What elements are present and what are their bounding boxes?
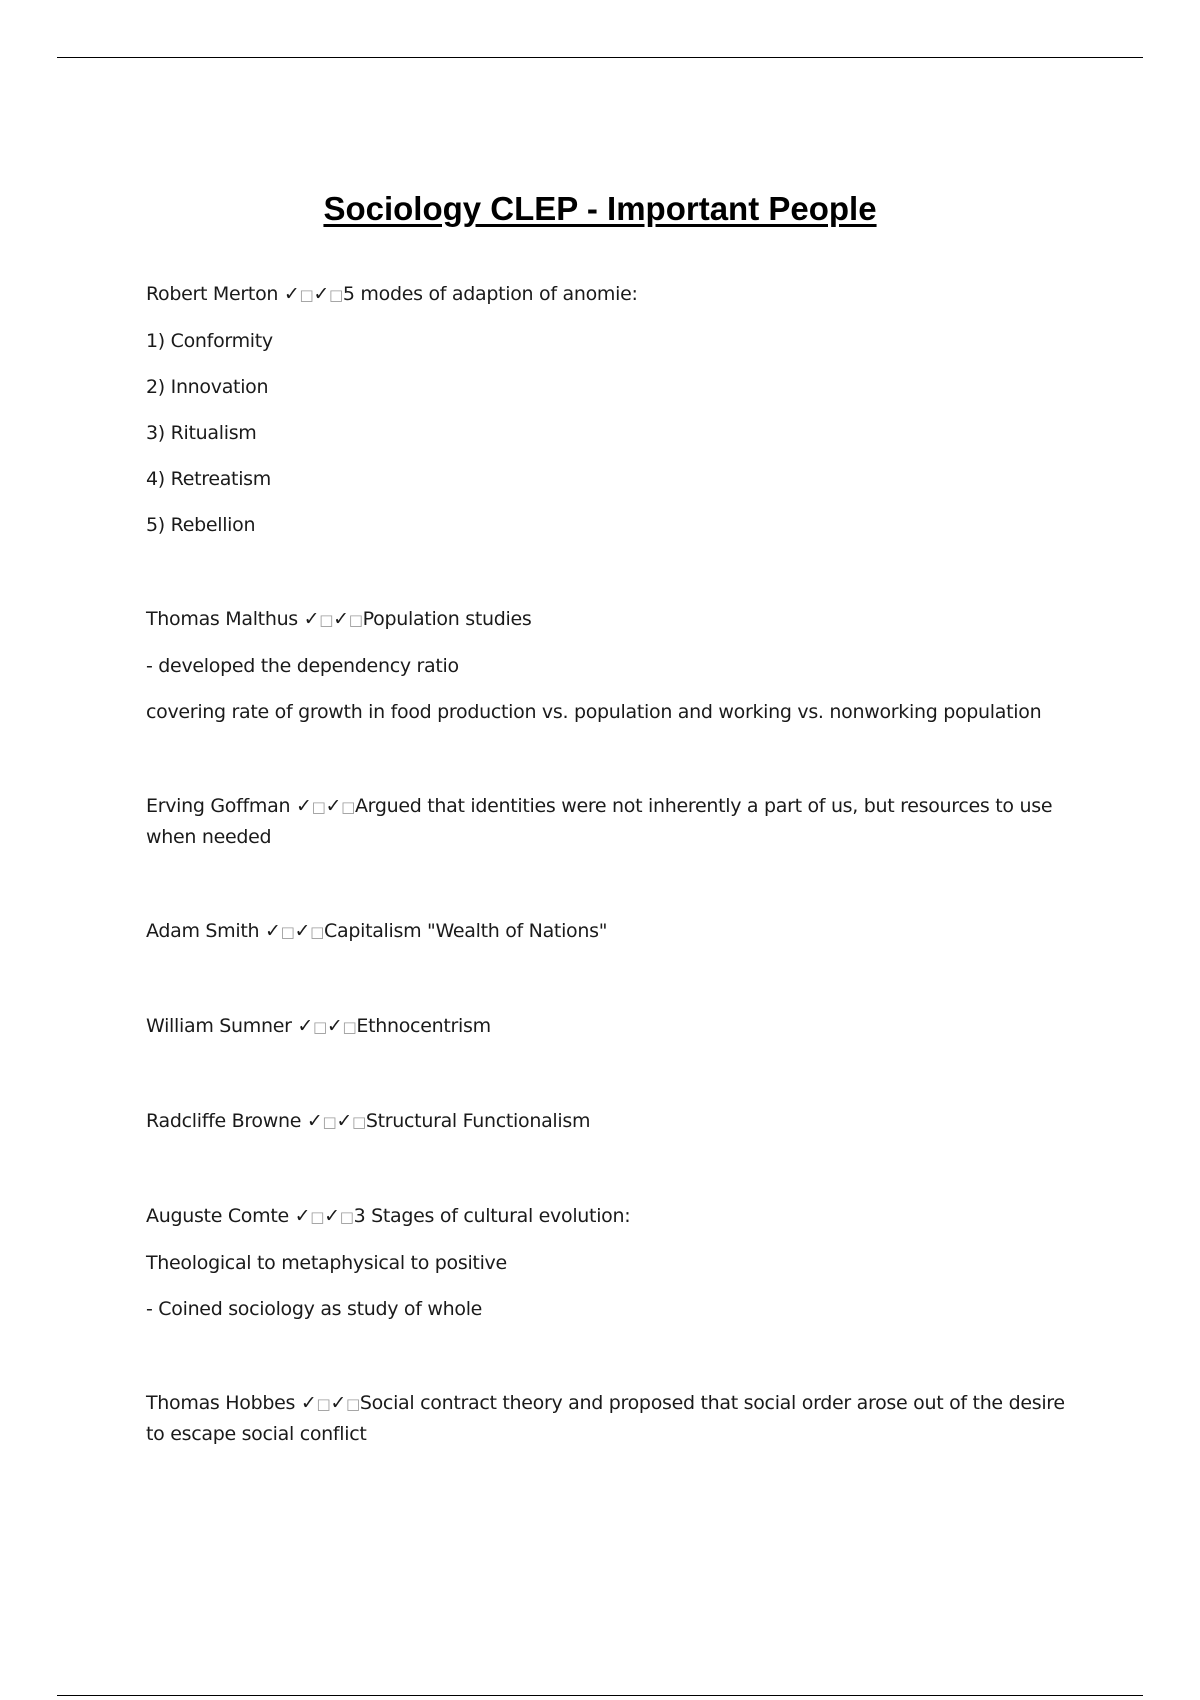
term-line <box>146 1201 1086 1232</box>
flashcard-entry <box>146 1011 1086 1042</box>
definition-text: Social contract theory and proposed that social order arose out of the desire to escape social conflict <box>146 1392 1065 1445</box>
box-glyph: □ <box>313 1018 327 1036</box>
person-name: Thomas Hobbes <box>146 1392 296 1414</box>
detail-line: covering rate of growth in food production vs. population and working vs. nonworking population <box>146 701 1042 723</box>
box-glyph: □ <box>339 1208 354 1226</box>
definition-text: 5 modes of adaption of anomie: <box>342 283 638 305</box>
checkmark-icon: ✓ <box>294 1205 311 1227</box>
flashcard-entry <box>146 279 1086 540</box>
detail-line: 5) Rebellion <box>146 514 256 536</box>
detail-line: - developed the dependency ratio <box>146 655 459 677</box>
box-glyph: □ <box>311 798 326 816</box>
box-glyph: □ <box>341 798 355 816</box>
box-glyph: □ <box>322 1113 337 1131</box>
checkmark-icon: ✓ <box>333 608 349 630</box>
term-line <box>146 279 1086 310</box>
checkmark-icon: ✓ <box>283 283 300 305</box>
flashcard-entry <box>146 916 1086 947</box>
person-name: Thomas Malthus <box>146 608 298 630</box>
checkmark-icon: ✓ <box>313 283 330 305</box>
term-line <box>146 1011 1086 1042</box>
flashcard-entry <box>146 1201 1086 1324</box>
person-name: William Sumner <box>146 1015 292 1037</box>
box-glyph: □ <box>345 1395 360 1413</box>
checkmark-icon: ✓ <box>336 1110 352 1132</box>
flashcard-entry <box>146 791 1086 852</box>
definition-text: Structural Functionalism <box>365 1110 591 1132</box>
definition-text: Ethnocentrism <box>356 1015 491 1037</box>
checkmark-icon: ✓ <box>306 1110 323 1132</box>
definition-text: Population studies <box>362 608 532 630</box>
page-title: Sociology CLEP - Important People <box>323 190 877 227</box>
term-line <box>146 916 1086 947</box>
detail-line: Theological to metaphysical to positive <box>146 1252 507 1274</box>
person-name: Auguste Comte <box>146 1205 289 1227</box>
checkmark-icon: ✓ <box>294 920 311 942</box>
person-name: Erving Goffman <box>146 795 291 817</box>
checkmark-icon: ✓ <box>265 920 281 942</box>
box-glyph: □ <box>310 923 325 941</box>
top-rule <box>57 57 1143 58</box>
flashcard-entry <box>146 1388 1086 1449</box>
checkmark-icon: ✓ <box>303 608 320 630</box>
detail-line: - Coined sociology as study of whole <box>146 1298 483 1320</box>
checkmark-icon: ✓ <box>300 1392 317 1414</box>
detail-line: 2) Innovation <box>146 376 269 398</box>
definition-text: Capitalism "Wealth of Nations" <box>324 920 608 942</box>
box-glyph: □ <box>310 1208 325 1226</box>
box-glyph: □ <box>299 286 314 304</box>
box-glyph: □ <box>280 923 295 941</box>
checkmark-icon: ✓ <box>325 795 342 817</box>
definition-text: Argued that identities were not inherently a part of us, but resources to use when needed <box>146 795 1053 848</box>
term-line <box>146 1388 1086 1449</box>
flashcard-entry <box>146 604 1086 727</box>
person-name: Adam Smith <box>146 920 260 942</box>
box-glyph: □ <box>316 1395 331 1413</box>
flashcard-list <box>146 279 1086 1513</box>
box-glyph: □ <box>329 286 343 304</box>
person-name: Robert Merton <box>146 283 279 305</box>
checkmark-icon: ✓ <box>297 1015 314 1037</box>
person-name: Radcliffe Browne <box>146 1110 302 1132</box>
checkmark-icon: ✓ <box>330 1392 346 1414</box>
bottom-rule <box>57 1695 1143 1696</box>
flashcard-entry <box>146 1106 1086 1137</box>
checkmark-icon: ✓ <box>326 1015 343 1037</box>
box-glyph: □ <box>348 611 363 629</box>
term-line <box>146 1106 1086 1137</box>
detail-line: 1) Conformity <box>146 330 273 352</box>
detail-line: 4) Retreatism <box>146 468 271 490</box>
checkmark-icon: ✓ <box>324 1205 340 1227</box>
term-line <box>146 604 1086 635</box>
box-glyph: □ <box>342 1018 357 1036</box>
detail-line: 3) Ritualism <box>146 422 257 444</box>
term-line <box>146 791 1086 852</box>
definition-text: 3 Stages of cultural evolution: <box>353 1205 631 1227</box>
checkmark-icon: ✓ <box>295 795 312 817</box>
box-glyph: □ <box>319 611 334 629</box>
box-glyph: □ <box>352 1113 366 1131</box>
